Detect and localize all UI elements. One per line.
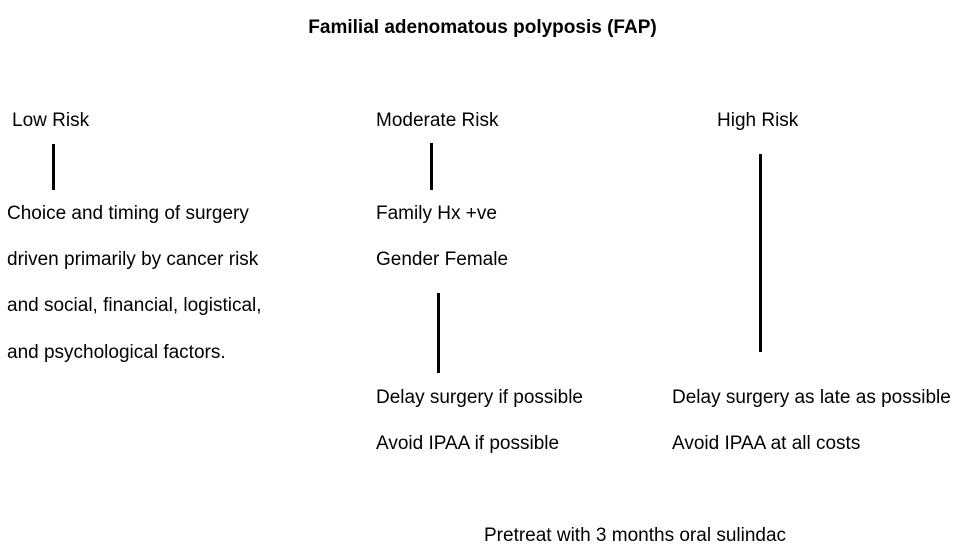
moderate-risk-outcome-connector [437,293,440,373]
moderate-risk-factor: Family Hx +ve [376,203,497,224]
low-risk-text-line: and psychological factors. [7,342,226,363]
pretreatment-note: Pretreat with 3 months oral sulindac [484,525,787,546]
low-risk-text-line: driven primarily by cancer risk [7,249,259,270]
low-risk-connector [52,144,55,190]
high-risk-heading: High Risk [717,110,799,131]
moderate-risk-connector [430,143,433,190]
moderate-risk-outcome: Avoid IPAA if possible [376,433,560,454]
moderate-risk-heading: Moderate Risk [376,110,499,131]
high-risk-connector [759,154,762,352]
low-risk-text-line: and social, financial, logistical, [7,295,262,316]
low-risk-text-line: Choice and timing of surgery [7,203,249,224]
moderate-risk-outcome: Delay surgery if possible [376,387,583,408]
diagram-title: Familial adenomatous polyposis (FAP) [308,17,657,38]
low-risk-heading: Low Risk [12,110,90,131]
moderate-risk-factor: Gender Female [376,249,509,270]
high-risk-outcome: Delay surgery as late as possible [672,387,951,408]
high-risk-outcome: Avoid IPAA at all costs [672,433,861,454]
